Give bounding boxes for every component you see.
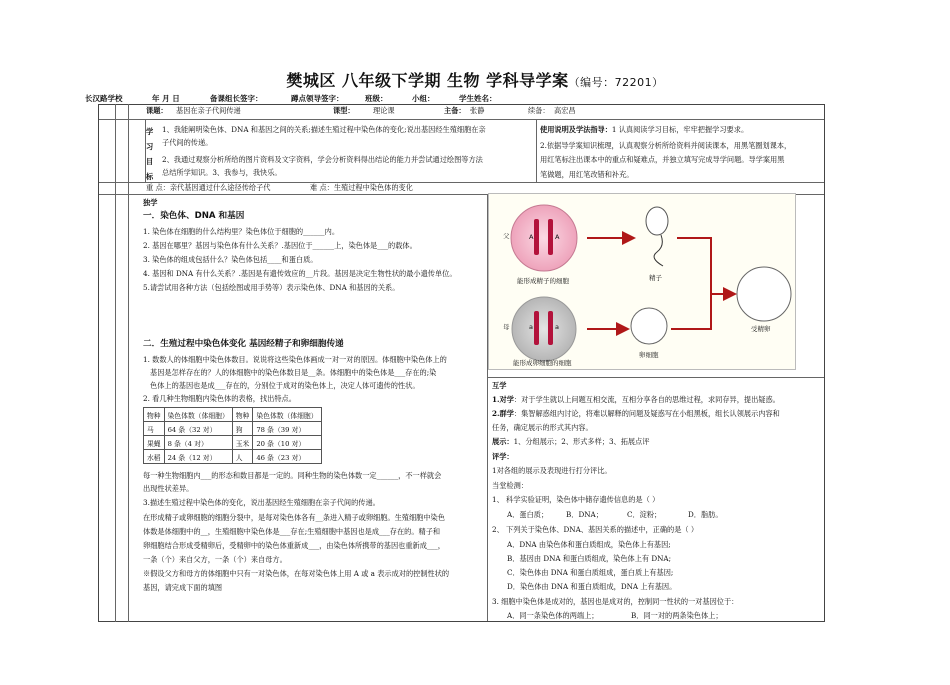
- answer-option: B．基因由 DNA 和蛋白质组成，染色体上有 DNA;: [507, 554, 672, 563]
- student-name-field: 学生姓名：: [459, 94, 497, 103]
- question-line: 3. 染色体的组成包括什么？染色体包括____和蛋白质。: [143, 255, 318, 264]
- lesson-type-value: 理论课: [373, 106, 395, 115]
- paragraph-line: 1. 数数人的体细胞中染色体数目。说说将这些染色体画成一对一对的原因。体细胞中染色体上的: [143, 355, 447, 364]
- sperm-forming-cell: [511, 205, 577, 271]
- paragraph-line: 基因是怎样存在的？人的体细胞中的染色体数目是__条。体细胞中的染色体是___存在的;染: [150, 368, 437, 377]
- method-guidance: 笔做题，用红笔改错和补充。: [540, 170, 634, 179]
- preparer-value: 张静: [470, 106, 485, 115]
- sperm-label: 精子: [649, 274, 662, 282]
- difficult-point: 难 点：生殖过程中染色体的变化: [310, 183, 413, 192]
- reviewer-label: 续备：: [528, 106, 550, 115]
- mother-label: 母: [503, 323, 510, 331]
- method-guidance: 使用说明及学法指导：1 认真阅读学习目标，牢牢把握学习要求。: [540, 125, 749, 134]
- answer-option: A．蛋白质；: [507, 510, 549, 519]
- chromosome-count-table: [143, 407, 322, 464]
- answer-option: D．脂肪。: [688, 510, 723, 519]
- key-point: 重 点：亲代基因通过什么途径传给子代: [146, 183, 271, 192]
- answer-option: A．DNA 由染色体和蛋白质组成，染色体上有基因;: [507, 540, 671, 549]
- paragraph-line: 出现性状差异。: [143, 484, 194, 493]
- goal-line: 总结所学知识。3、我参与，我快乐。: [162, 168, 282, 177]
- section-1-heading: 一．染色体、DNA 和基因: [143, 211, 245, 221]
- egg-cell: [631, 308, 667, 344]
- document-code: （编号：72201）: [568, 76, 664, 89]
- question-line: 1. 染色体在细胞的什么结构里？染色体位于细胞的______内。: [143, 227, 340, 236]
- paragraph-line: ※假设父方和母方的体细胞中只有一对染色体，在每对染色体上用 A 或 a 表示成对的控制性状的: [143, 569, 450, 578]
- chromosome: [548, 311, 553, 345]
- table-row: 马 64 条（32 对） 狗 78 条（39 对）: [144, 422, 322, 436]
- team-field: 小组：: [412, 94, 435, 103]
- table-header: 物种: [144, 408, 165, 422]
- test-question: 3. 细胞中染色体是成对的，基因也是成对的，控制同一性状的一对基因位于：: [492, 597, 739, 606]
- preparer-label: 主备：: [444, 106, 466, 115]
- chromosome: [534, 219, 539, 255]
- answer-option: B．DNA；: [566, 510, 603, 519]
- topic-label: 课题：: [146, 106, 168, 115]
- paragraph-line: 2.群学：集智解惑组内讨论，将难以解释的问题及疑惑写在小组黑板，组长认领展示内容和: [492, 409, 780, 418]
- method-guidance: 用红笔标注出课本中的重点和疑难点，并独立填写完成导学问题。导学案用黑: [540, 155, 785, 164]
- paragraph-line: 展示：1、分组展示；2、形式多样；3、拓展点评: [492, 437, 650, 446]
- method-guidance: 2.依据导学案知识梳理，认真观察分析所给资料并阅读课本，用黑笔圈划课本，: [540, 141, 792, 150]
- cooperative-study-heading: 互学: [492, 381, 507, 390]
- question-line: 4. 基因和 DNA 有什么关系？.基因是有遗传效应的__片段。基因是决定生物性状的最小遗传单位。: [143, 269, 457, 278]
- paragraph-line: 卵细胞结合形成受精卵后，受精卵中的染色体重新成___，由染色体所携带的基因也重新成___，: [143, 541, 445, 550]
- allele-label: A: [555, 233, 560, 241]
- question-line: 2. 基因在哪里？基因与染色体有什么关系？.基因位于______上，染色体是___的载体。: [143, 241, 417, 250]
- allele-label: a: [529, 323, 533, 331]
- paragraph-line: 1对各组的展示及表现进行打分评比。: [492, 466, 612, 475]
- sperm-forming-cell-label: 能形成精子的细胞: [517, 277, 569, 285]
- key-leader-signature: 蹲点领导签字：: [291, 94, 344, 103]
- allele-label: A: [529, 233, 534, 241]
- table-row: 水稻 24 条（12 对） 人 46 条（23 对）: [144, 450, 322, 464]
- test-question: 1、 科学实验证明，染色体中储存遗传信息的是（ ）: [492, 495, 660, 504]
- answer-option: A．同一条染色体的两端上；: [507, 611, 599, 620]
- in-class-test-heading: 当堂检测：: [492, 481, 528, 490]
- paragraph-line: 每一种生物细胞内___的形态和数目都是一定的。同种生物的染色体数一定______，不一样就会: [143, 471, 442, 480]
- test-question: 2、 下列关于染色体、DNA、基因关系的描述中，正确的是（ ）: [492, 525, 699, 534]
- goals-side-label: 学 习 目 标: [146, 127, 154, 181]
- lesson-type-label: 课型：: [333, 106, 355, 115]
- paragraph-line: 基因，请完成下面的填图: [143, 583, 223, 592]
- sperm-tail: [654, 235, 663, 266]
- egg-forming-cell-label: 能形成卵细胞的细胞: [513, 359, 572, 367]
- date-field: 年 月 日: [152, 94, 180, 103]
- table-header-row: [144, 408, 322, 422]
- group-leader-signature: 备课组长签字：: [210, 94, 263, 103]
- table-header: 染色体数（体细胞）: [164, 408, 232, 422]
- paragraph-line: 在形成精子或卵细胞的细胞分裂中，是每对染色体各有__条进入精子或卵细胞。生殖细胞中染色: [143, 513, 445, 522]
- section-2-heading: 二．生殖过程中染色体变化 基因经精子和卵细胞传递: [143, 339, 344, 349]
- table-header: 物种: [232, 408, 253, 422]
- paragraph-line: 2. 看几种生物细胞内染色体的表格，找出特点。: [143, 394, 296, 403]
- egg-forming-cell: [512, 297, 576, 361]
- zygote-label: 受精卵: [751, 325, 771, 333]
- father-label: 父: [503, 232, 510, 240]
- evaluation-heading: 评学：: [492, 452, 514, 461]
- independent-study-heading: 独学: [143, 198, 158, 207]
- reviewer-value: 高宏昌: [554, 106, 576, 115]
- class-field: 班级：: [365, 94, 388, 103]
- question-line: 5.请尝试用各种方法（包括绘图或用手势等）表示染色体、DNA 和基因的关系。: [143, 283, 400, 292]
- answer-option: C．染色体由 DNA 和蛋白质组成，蛋白质上有基因;: [507, 568, 674, 577]
- document-title: 樊城区 八年级下学期 生物 学科导学案: [286, 71, 569, 90]
- paragraph-line: 1.对学：对于学生就以上问题互相交流，互相分享各自的思维过程，求同存异，提出疑惑。: [492, 395, 780, 404]
- school-name: 长汉路学校: [85, 94, 123, 103]
- paragraph-line: 3.描述生殖过程中染色体的变化，说出基因经生殖细胞在亲子代间的传递。: [143, 498, 380, 507]
- paragraph-line: 一条（个）来自父方，一条（个）来自母方。: [143, 555, 287, 564]
- goal-line: 子代间的传递。: [162, 138, 213, 147]
- sperm-head: [646, 207, 668, 235]
- goal-line: 2、我通过观察分析所给的图片资料及文字资料，学会分析资料得出结论的能力并尝试通过绘图等方法: [162, 155, 483, 164]
- answer-option: D．染色体由 DNA 和蛋白质组成，DNA 上有基因。: [507, 582, 677, 591]
- table-header: 染色体数（体细胞）: [253, 408, 321, 422]
- arrow: [671, 294, 711, 329]
- paragraph-line: 体数是体细胞中的__，生殖细胞中染色体是___存在;生殖细胞中基因也是成___存在的。精子和: [143, 527, 441, 536]
- chromosome: [534, 311, 539, 345]
- table-row: 果蝇 8 条（4 对） 玉米 20 条（10 对）: [144, 436, 322, 450]
- paragraph-line: 色体上的基因也是成___存在的，分别位于成对的染色体上，决定人体可遗传的性状。: [150, 381, 420, 390]
- allele-label: a: [555, 323, 559, 331]
- chromosome: [548, 219, 553, 255]
- answer-option: C．淀粉；: [627, 510, 662, 519]
- egg-label: 卵细胞: [639, 351, 659, 359]
- goal-line: 1、我能阐明染色体、DNA 和基因之间的关系;描述生殖过程中染色体的变化;说出基因经生殖细胞在亲: [162, 125, 486, 134]
- topic-value: 基因在亲子代间传递: [176, 106, 241, 115]
- arrow: [677, 238, 733, 294]
- page-title: [0, 68, 950, 91]
- fertilization-diagram: [488, 193, 796, 370]
- paragraph-line: 任务，确定展示的形式其内容。: [492, 423, 593, 432]
- answer-option: B．同一对的两条染色体上；: [631, 611, 723, 620]
- zygote: [737, 267, 791, 321]
